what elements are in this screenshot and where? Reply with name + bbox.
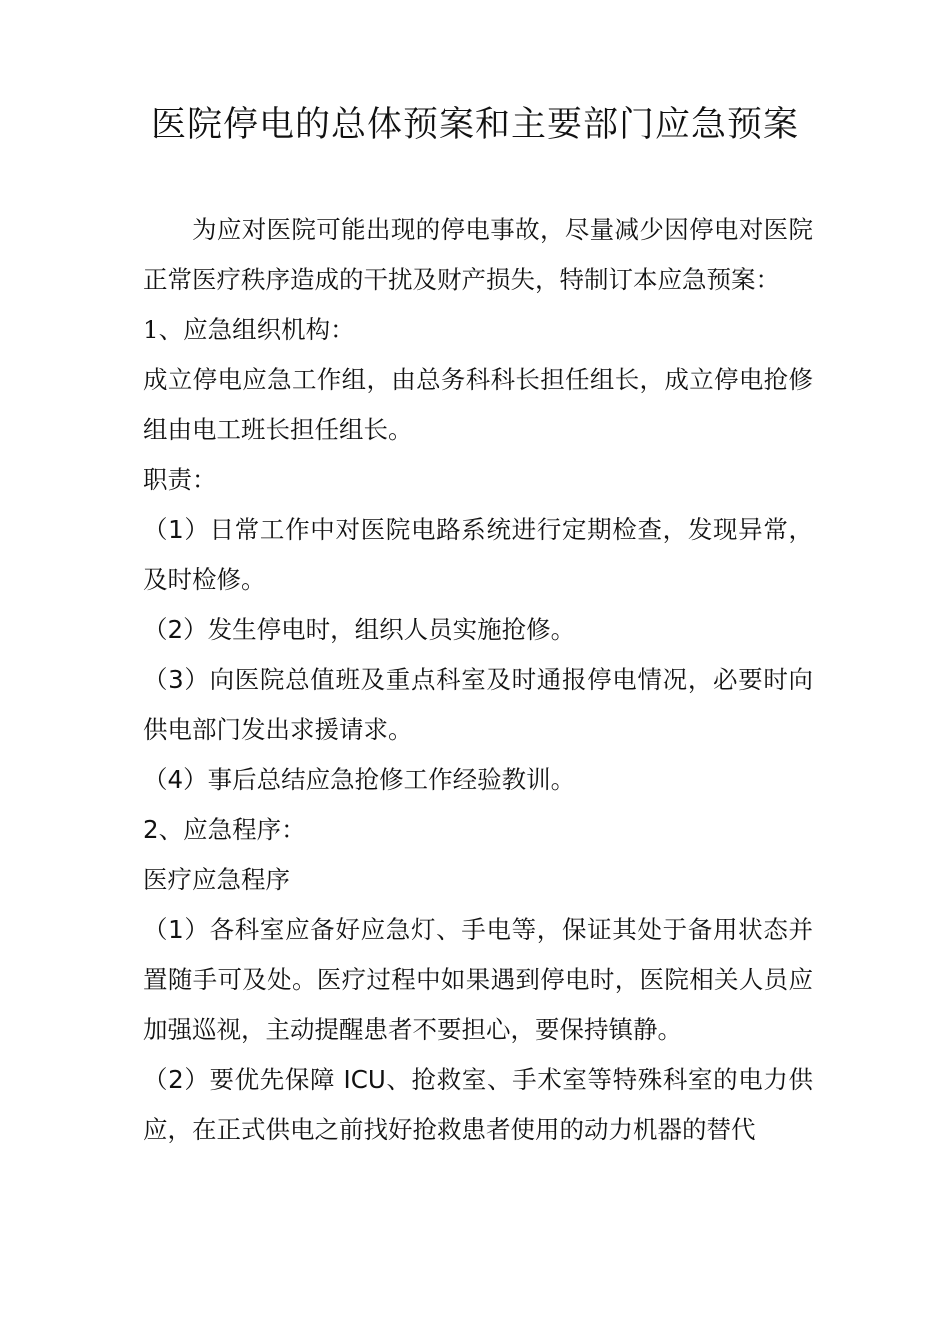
procedure-item-1: （1）各科室应备好应急灯、手电等，保证其处于备用状态并置随手可及处。医疗过程中如果遇到停电时，医院相关人员应加强巡视，主动提醒患者不要担心，要保持镇静。 bbox=[143, 915, 813, 1044]
duty-item-3: （3）向医院总值班及重点科室及时通报停电情况，必要时向供电部门发出求援请求。 bbox=[143, 665, 813, 744]
duty-item-2: （2）发生停电时，组织人员实施抢修。 bbox=[143, 615, 576, 644]
section-heading-procedure: 2、应急程序： bbox=[143, 815, 306, 844]
document-body bbox=[143, 205, 813, 1155]
section-heading-organization: 1、应急组织机构： bbox=[143, 315, 355, 344]
intro-paragraph: 为应对医院可能出现的停电事故，尽量减少因停电对医院正常医疗秩序造成的干扰及财产损失，特制订本应急预案： bbox=[143, 215, 813, 294]
procedure-item-2: （2）要优先保障 ICU、抢救室、手术室等特殊科室的电力供应，在正式供电之前找好抢救患者使用的动力机器的替代 bbox=[143, 1065, 813, 1144]
document-title: 医院停电的总体预案和主要部门应急预案 bbox=[150, 105, 799, 145]
duty-item-1: （1）日常工作中对医院电路系统进行定期检查，发现异常，及时检修。 bbox=[143, 515, 813, 594]
organization-paragraph: 成立停电应急工作组，由总务科科长担任组长，成立停电抢修组由电工班长担任组长。 bbox=[143, 365, 813, 444]
duties-heading: 职责： bbox=[143, 465, 217, 494]
duty-item-4: （4）事后总结应急抢修工作经验教训。 bbox=[143, 765, 576, 794]
medical-procedure-heading: 医疗应急程序 bbox=[143, 865, 290, 894]
